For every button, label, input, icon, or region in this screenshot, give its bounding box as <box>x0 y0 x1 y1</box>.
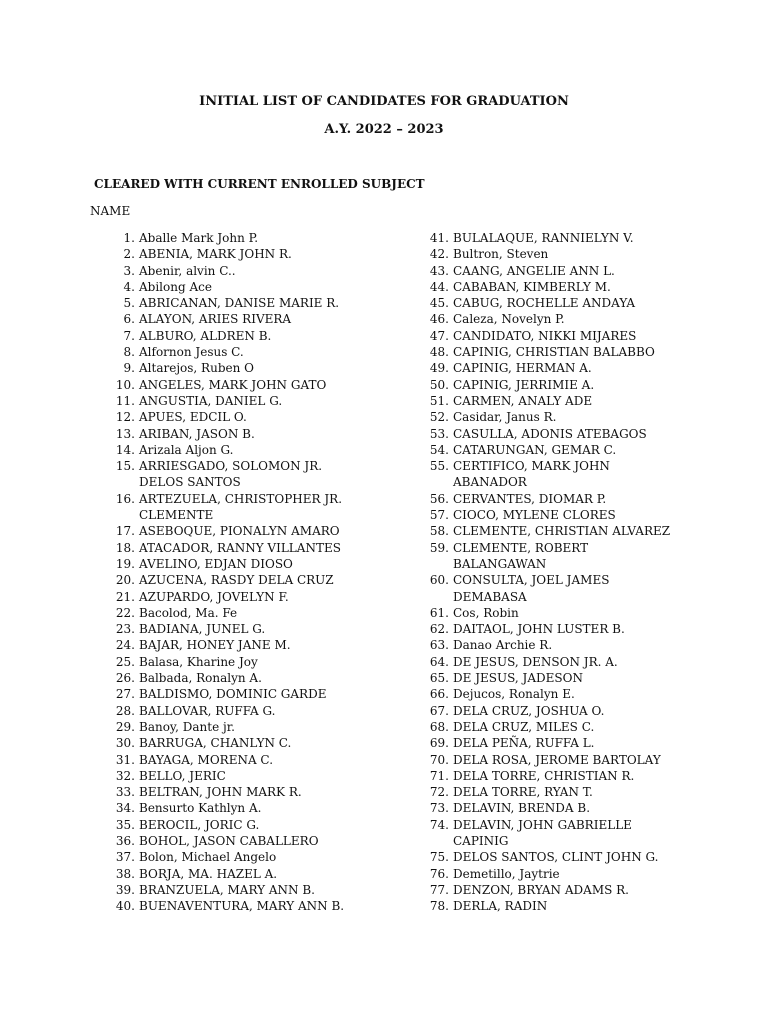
candidate-name: DAITAOL, JOHN LUSTER B. <box>453 622 625 637</box>
document-title: INITIAL LIST OF CANDIDATES FOR GRADUATION <box>199 94 569 109</box>
candidate-name: ALBURO, ALDREN B. <box>139 328 272 343</box>
candidate-name: DENZON, BRYAN ADAMS R. <box>453 882 629 897</box>
list-item <box>420 263 720 279</box>
list-item <box>100 703 420 719</box>
candidate-name: ANGELES, MARK JOHN GATO <box>139 377 327 392</box>
item-number: 50. <box>429 377 449 392</box>
item-number: 77. <box>429 882 449 897</box>
candidate-list-left <box>100 230 420 914</box>
list-item <box>100 556 420 572</box>
list-item <box>420 817 720 850</box>
item-number: 12. <box>115 410 135 425</box>
candidate-name: ABRICANAN, DANISE MARIE R. <box>139 296 340 311</box>
list-item <box>420 572 720 605</box>
candidate-name: Casidar, Janus R. <box>453 410 557 425</box>
candidate-name: BAJAR, HONEY JANE M. <box>139 638 291 653</box>
candidate-name: DELAVIN, BRENDA B. <box>453 801 591 816</box>
item-number: 9. <box>123 361 135 376</box>
item-number: 45. <box>429 296 449 311</box>
list-item <box>420 246 720 262</box>
item-number: 10. <box>115 377 135 392</box>
candidate-name: CATARUNGAN, GEMAR C. <box>453 442 617 457</box>
candidate-name: BELTRAN, JOHN MARK R. <box>139 785 302 800</box>
list-item <box>100 311 420 327</box>
list-item <box>420 491 720 507</box>
item-number: 68. <box>429 719 449 734</box>
list-item <box>420 703 720 719</box>
candidate-name: BALDISMO, DOMINIC GARDE <box>139 687 327 702</box>
list-item <box>420 442 720 458</box>
item-number: 1. <box>123 231 135 245</box>
item-number: 76. <box>429 866 449 881</box>
item-number: 71. <box>429 768 449 783</box>
list-item <box>420 882 720 898</box>
candidate-name: ANGUSTIA, DANIEL G. <box>139 393 283 408</box>
candidate-name: Bolon, Michael Angelo <box>139 850 277 865</box>
item-number: 53. <box>429 426 449 441</box>
candidate-name: BOHOL, JASON CABALLERO <box>139 833 319 848</box>
candidate-name: BADIANA, JUNEL G. <box>139 622 266 637</box>
item-number: 69. <box>429 736 449 751</box>
item-number: 41. <box>429 231 449 245</box>
item-number: 66. <box>429 687 449 702</box>
candidate-name: DELA TORRE, CHRISTIAN R. <box>453 768 635 783</box>
list-item <box>420 279 720 295</box>
candidate-name: BELLO, JERIC <box>139 768 226 783</box>
item-number: 33. <box>115 785 135 800</box>
list-item <box>100 409 420 425</box>
item-number: 65. <box>429 671 449 686</box>
candidate-name: AVELINO, EDJAN DIOSO <box>139 556 293 571</box>
candidate-name: CARMEN, ANALY ADE <box>453 393 593 408</box>
candidate-name: APUES, EDCIL O. <box>139 410 247 425</box>
list-item <box>420 311 720 327</box>
candidate-name: Bacolod, Ma. Fe <box>139 605 238 620</box>
item-number: 27. <box>115 687 135 702</box>
list-item <box>100 263 420 279</box>
candidate-name: Dejucos, Ronalyn E. <box>453 687 575 702</box>
item-number: 36. <box>115 833 135 848</box>
item-number: 35. <box>115 817 135 832</box>
list-item <box>100 230 420 246</box>
list-item <box>100 442 420 458</box>
list-item <box>420 654 720 670</box>
list-item <box>420 621 720 637</box>
item-number: 78. <box>429 899 449 914</box>
list-item <box>100 898 420 914</box>
item-number: 47. <box>429 328 449 343</box>
item-number: 29. <box>115 719 135 734</box>
list-item <box>420 295 720 311</box>
candidate-name: ASEBOQUE, PIONALYN AMARO <box>139 524 340 539</box>
list-item <box>420 507 720 523</box>
candidate-name: ALAYON, ARIES RIVERA <box>139 312 292 327</box>
list-item <box>420 426 720 442</box>
candidate-name: Aballe Mark John P. <box>139 231 259 245</box>
candidate-name: DELA CRUZ, JOSHUA O. <box>453 703 605 718</box>
item-number: 62. <box>429 622 449 637</box>
candidate-name: CAPINIG, HERMAN A. <box>453 361 592 376</box>
list-item <box>100 572 420 588</box>
item-number: 49. <box>429 361 449 376</box>
item-number: 11. <box>115 393 135 408</box>
candidate-name: BEROCIL, JORIC G. <box>139 817 260 832</box>
item-number: 67. <box>429 703 449 718</box>
item-number: 63. <box>429 638 449 653</box>
candidate-name: CLEMENTE, CHRISTIAN ALVAREZ <box>453 524 671 539</box>
item-number: 30. <box>115 736 135 751</box>
list-item <box>420 409 720 425</box>
candidate-name: CERVANTES, DIOMAR P. <box>453 491 607 506</box>
candidate-name: Demetillo, Jaytrie <box>453 866 560 881</box>
item-number: 6. <box>123 312 135 327</box>
item-number: 34. <box>115 801 135 816</box>
candidate-name: CONSULTA, JOEL JAMES DEMABASA <box>453 573 610 604</box>
candidate-name: CAPINIG, CHRISTIAN BALABBO <box>453 345 655 360</box>
item-number: 52. <box>429 410 449 425</box>
item-number: 7. <box>123 328 135 343</box>
academic-year: A.Y. 2022 – 2023 <box>324 122 444 137</box>
item-number: 61. <box>429 605 449 620</box>
list-item <box>100 882 420 898</box>
list-item <box>420 800 720 816</box>
list-item <box>420 898 720 914</box>
item-number: 64. <box>429 654 449 669</box>
list-item <box>100 279 420 295</box>
candidate-name: AZUCENA, RASDY DELA CRUZ <box>139 573 334 588</box>
item-number: 21. <box>115 589 135 604</box>
list-item <box>420 719 720 735</box>
item-number: 28. <box>115 703 135 718</box>
candidate-name: BULALAQUE, RANNIELYN V. <box>453 231 634 245</box>
item-number: 58. <box>429 524 449 539</box>
candidate-name: CASULLA, ADONIS ATEBAGOS <box>453 426 647 441</box>
list-item <box>100 637 420 653</box>
list-item <box>420 458 720 491</box>
list-item <box>420 768 720 784</box>
candidate-name: BARRUGA, CHANLYN C. <box>139 736 292 751</box>
candidate-list-right <box>420 230 720 914</box>
list-item <box>100 458 420 491</box>
list-item <box>100 393 420 409</box>
item-number: 57. <box>429 508 449 523</box>
candidate-name: Abenir, alvin C.. <box>139 263 236 278</box>
item-number: 70. <box>429 752 449 767</box>
candidate-name: Cos, Robin <box>453 605 519 620</box>
list-item <box>100 426 420 442</box>
candidate-name: CABABAN, KIMBERLY M. <box>453 279 611 294</box>
list-item <box>100 360 420 376</box>
list-item <box>100 589 420 605</box>
item-number: 18. <box>115 540 135 555</box>
candidate-name: CAANG, ANGELIE ANN L. <box>453 263 615 278</box>
candidate-name: BALLOVAR, RUFFA G. <box>139 703 276 718</box>
list-item <box>100 328 420 344</box>
list-item <box>420 849 720 865</box>
candidate-name: DELA ROSA, JEROME BARTOLAY <box>453 752 661 767</box>
item-number: 38. <box>115 866 135 881</box>
list-item <box>100 849 420 865</box>
name-column-label: NAME <box>90 204 131 218</box>
candidate-name: CAPINIG, JERRIMIE A. <box>453 377 595 392</box>
candidate-name: ARIBAN, JASON B. <box>139 426 255 441</box>
item-number: 13. <box>115 426 135 441</box>
candidate-name: DELOS SANTOS, CLINT JOHN G. <box>453 850 659 865</box>
candidate-name: DELAVIN, JOHN GABRIELLE CAPINIG <box>453 817 632 848</box>
candidate-name: Bensurto Kathlyn A. <box>139 801 262 816</box>
item-number: 8. <box>123 345 135 360</box>
candidate-name: CERTIFICO, MARK JOHN ABANADOR <box>453 459 610 490</box>
item-number: 3. <box>123 263 135 278</box>
candidate-name: CLEMENTE, ROBERT BALANGAWAN <box>453 540 589 571</box>
candidate-name: Balbada, Ronalyn A. <box>139 671 262 686</box>
list-item <box>420 637 720 653</box>
candidate-name: Danao Archie R. <box>453 638 553 653</box>
list-item <box>100 752 420 768</box>
candidate-name: ARTEZUELA, CHRISTOPHER JR. CLEMENTE <box>139 491 343 523</box>
item-number: 14. <box>115 442 135 457</box>
list-item <box>100 817 420 833</box>
item-number: 46. <box>429 312 449 327</box>
candidate-name: DERLA, RADIN <box>453 899 548 914</box>
candidate-name: ARRIESGADO, SOLOMON JR. DELOS SANTOS <box>139 459 323 490</box>
item-number: 74. <box>429 817 449 832</box>
item-number: 37. <box>115 850 135 865</box>
item-number: 48. <box>429 345 449 360</box>
candidate-name: BAYAGA, MORENA C. <box>139 752 274 767</box>
item-number: 31. <box>115 752 135 767</box>
item-number: 56. <box>429 491 449 506</box>
list-item <box>420 735 720 751</box>
list-item <box>100 491 420 524</box>
candidate-name: BUENAVENTURA, MARY ANN B. <box>139 899 345 914</box>
item-number: 73. <box>429 801 449 816</box>
candidate-name: Altarejos, Ruben O <box>139 361 254 376</box>
item-number: 4. <box>123 279 135 294</box>
list-item <box>100 605 420 621</box>
item-number: 2. <box>123 247 135 262</box>
list-item <box>420 784 720 800</box>
list-item <box>420 866 720 882</box>
candidate-name: CABUG, ROCHELLE ANDAYA <box>453 296 635 311</box>
candidate-name: BRANZUELA, MARY ANN B. <box>139 882 315 897</box>
item-number: 5. <box>123 296 135 311</box>
item-number: 54. <box>429 442 449 457</box>
candidate-name: Arizala Aljon G. <box>139 442 234 457</box>
item-number: 51. <box>429 393 449 408</box>
list-item <box>420 752 720 768</box>
item-number: 16. <box>115 491 135 506</box>
item-number: 40. <box>115 899 135 914</box>
list-item <box>420 540 720 573</box>
list-item <box>100 523 420 539</box>
list-item <box>100 540 420 556</box>
list-item <box>420 344 720 360</box>
item-number: 25. <box>115 654 135 669</box>
item-number: 24. <box>115 638 135 653</box>
candidate-name: Caleza, Novelyn P. <box>453 312 565 327</box>
list-item <box>100 768 420 784</box>
item-number: 42. <box>429 247 449 262</box>
candidate-name: ATACADOR, RANNY VILLANTES <box>139 540 341 555</box>
candidate-name: CANDIDATO, NIKKI MIJARES <box>453 328 637 343</box>
item-number: 75. <box>429 850 449 865</box>
item-number: 19. <box>115 556 135 571</box>
list-item <box>100 833 420 849</box>
item-number: 60. <box>429 573 449 588</box>
candidate-name: DELA PEÑA, RUFFA L. <box>453 736 595 751</box>
list-item <box>420 523 720 539</box>
item-number: 17. <box>115 524 135 539</box>
item-number: 43. <box>429 263 449 278</box>
item-number: 26. <box>115 671 135 686</box>
candidate-name: Balasa, Kharine Joy <box>139 654 258 669</box>
item-number: 23. <box>115 622 135 637</box>
candidate-name: AZUPARDO, JOVELYN F. <box>139 589 289 604</box>
list-item <box>100 654 420 670</box>
item-number: 22. <box>115 605 135 620</box>
candidate-name: CIOCO, MYLENE CLORES <box>453 508 616 523</box>
item-number: 55. <box>429 459 449 474</box>
list-item <box>420 230 720 246</box>
list-item <box>100 344 420 360</box>
item-number: 32. <box>115 768 135 783</box>
list-item <box>420 393 720 409</box>
item-number: 39. <box>115 882 135 897</box>
list-item <box>100 719 420 735</box>
list-item <box>100 686 420 702</box>
item-number: 59. <box>429 540 449 555</box>
list-item <box>100 621 420 637</box>
candidate-name: DELA CRUZ, MILES C. <box>453 719 595 734</box>
list-item <box>420 686 720 702</box>
candidate-name: DE JESUS, JADESON <box>453 671 583 686</box>
item-number: 20. <box>115 573 135 588</box>
candidate-name: DE JESUS, DENSON JR. A. <box>453 654 618 669</box>
item-number: 15. <box>115 459 135 474</box>
candidate-name: Bultron, Steven <box>453 247 549 262</box>
section-heading: CLEARED WITH CURRENT ENROLLED SUBJECT <box>94 177 425 191</box>
list-item <box>100 670 420 686</box>
list-item <box>100 295 420 311</box>
list-item <box>420 328 720 344</box>
candidate-name: DELA TORRE, RYAN T. <box>453 785 593 800</box>
list-item <box>100 784 420 800</box>
list-item <box>100 735 420 751</box>
list-item <box>420 377 720 393</box>
list-item <box>100 866 420 882</box>
list-item <box>420 360 720 376</box>
list-item <box>420 605 720 621</box>
item-number: 44. <box>429 279 449 294</box>
list-item <box>420 670 720 686</box>
candidate-name: ABENIA, MARK JOHN R. <box>139 247 292 262</box>
item-number: 72. <box>429 785 449 800</box>
candidate-name: Alfornon Jesus C. <box>139 345 244 360</box>
candidate-name: Banoy, Dante jr. <box>139 719 235 734</box>
list-item <box>100 800 420 816</box>
list-item <box>100 246 420 262</box>
candidate-name: Abilong Ace <box>139 279 212 294</box>
list-item <box>100 377 420 393</box>
candidate-name: BORJA, MA. HAZEL A. <box>139 866 278 881</box>
